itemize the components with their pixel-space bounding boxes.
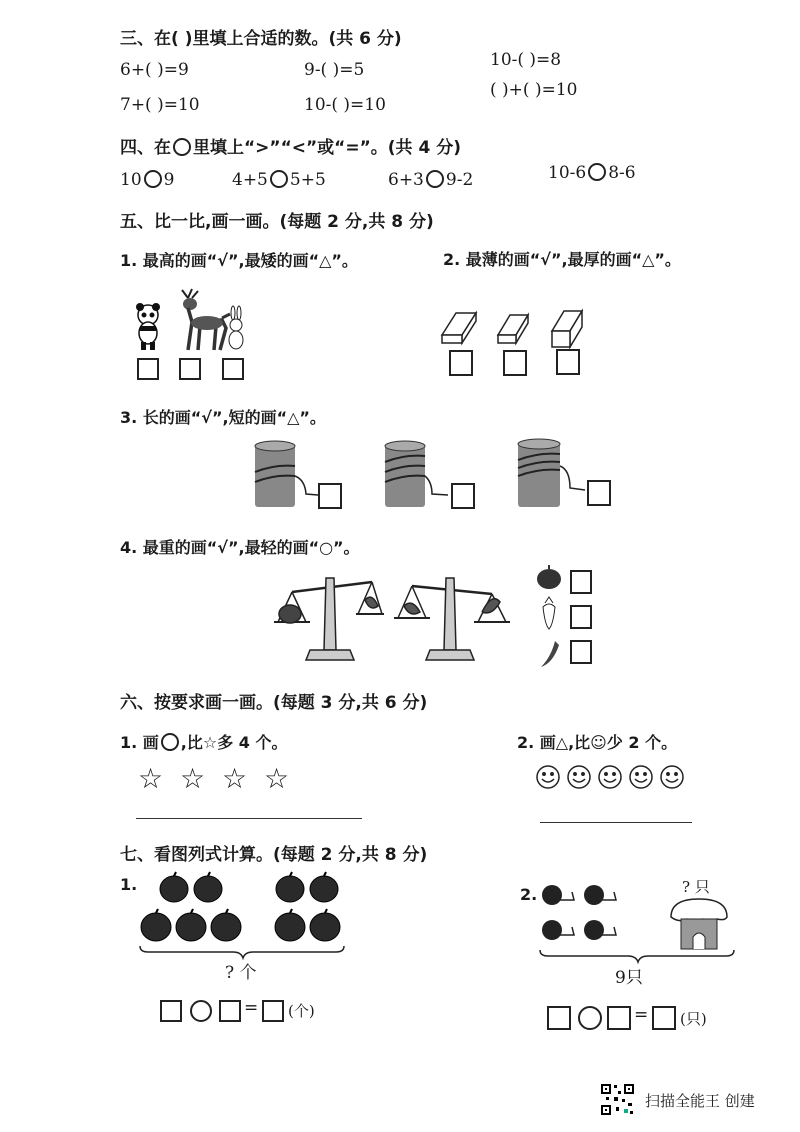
answer-box[interactable]	[219, 1000, 241, 1022]
smileys-row	[535, 764, 690, 792]
scale-icon	[394, 578, 510, 660]
answer-box[interactable]	[652, 1006, 676, 1030]
equation-item: ( )+( )=10	[490, 80, 578, 100]
spool-icon	[255, 441, 318, 507]
section3-title: 三、在( )里填上合适的数。(共 6 分)	[120, 29, 402, 49]
scanner-watermark-label: 扫描全能王 创建	[645, 1092, 755, 1110]
question-5-2: 2. 最薄的画“√”,最厚的画“△”。	[443, 250, 681, 269]
brace-icon	[538, 948, 738, 964]
star-icon: ☆	[138, 762, 168, 795]
unit-label: (只)	[680, 1010, 707, 1028]
pumpkin-icon	[211, 909, 241, 941]
compare-item: 10 9	[120, 170, 175, 190]
equation-item: 6+( )=9	[120, 60, 189, 80]
answer-box[interactable]	[607, 1006, 631, 1030]
question-7-1-number: 1.	[120, 875, 138, 894]
pumpkin-icon	[275, 909, 305, 941]
pumpkin-icon	[194, 872, 222, 902]
answer-box[interactable]	[547, 1006, 571, 1030]
smiley-icon: ☺	[590, 733, 607, 752]
star-icon: ☆	[180, 762, 210, 795]
smiley-icon	[661, 766, 683, 788]
question-6-1: 1. 画 ,比☆多 4 个。	[120, 733, 288, 752]
operator-circle[interactable]	[190, 1000, 212, 1022]
answer-box[interactable]	[570, 640, 592, 664]
block-icon	[442, 311, 582, 347]
equation-item: 10-( )=10	[304, 95, 386, 115]
star-icon: ☆	[264, 762, 294, 795]
star-icon: ☆	[222, 762, 252, 795]
pumpkin-icon	[310, 909, 340, 941]
pumpkin-icon	[141, 909, 171, 941]
equals-sign: =	[244, 998, 259, 1018]
answer-box[interactable]	[451, 483, 475, 509]
circle-icon	[161, 733, 179, 751]
equals-sign: =	[634, 1005, 649, 1025]
scales-illustration	[270, 572, 520, 667]
equation-item: 7+( )=10	[120, 95, 200, 115]
deer-icon	[182, 289, 230, 350]
star-icon: ☆	[202, 733, 218, 752]
total-label: ? 个	[225, 963, 257, 983]
answer-box[interactable]	[318, 483, 342, 509]
unit-label: (个)	[288, 1002, 315, 1020]
question-5-3: 3. 长的画“√”,短的画“△”。	[120, 408, 326, 427]
pumpkin-icon	[310, 872, 338, 902]
answer-line[interactable]	[540, 822, 692, 823]
snail-icon	[584, 920, 616, 940]
produce-illustration	[535, 567, 565, 672]
qr-code-icon	[600, 1083, 636, 1117]
answer-box[interactable]	[179, 358, 201, 380]
section7-title: 七、看图列式计算。(每题 2 分,共 8 分)	[120, 845, 428, 865]
radish-icon	[543, 604, 555, 629]
snail-icon	[584, 885, 616, 905]
spool-icon	[385, 441, 448, 507]
answer-box[interactable]	[222, 358, 244, 380]
compare-circle[interactable]	[144, 170, 162, 188]
answer-box[interactable]	[570, 605, 592, 629]
compare-item: 4+5 5+5	[232, 170, 326, 190]
snail-icon	[542, 885, 574, 905]
spools-illustration	[250, 440, 620, 515]
smiley-icon	[537, 766, 559, 788]
question-5-4: 4. 最重的画“√”,最轻的画“○”。	[120, 538, 360, 557]
answer-box[interactable]	[262, 1000, 284, 1022]
circle-icon	[173, 138, 191, 156]
animals-illustration	[130, 288, 260, 353]
pumpkin-icon	[537, 569, 561, 589]
section5-title: 五、比一比,画一画。(每题 2 分,共 8 分)	[120, 212, 434, 232]
answer-box[interactable]	[503, 350, 527, 376]
answer-box[interactable]	[587, 480, 611, 506]
section6-title: 六、按要求画一画。(每题 3 分,共 6 分)	[120, 693, 428, 713]
answer-line[interactable]	[136, 818, 362, 819]
question-mark-label: ? 只	[682, 878, 710, 896]
smiley-icon	[568, 766, 590, 788]
smiley-icon	[599, 766, 621, 788]
total-label: 9只	[615, 968, 643, 988]
equation-item: 9-( )=5	[304, 60, 365, 80]
snails-illustration	[538, 882, 618, 948]
pumpkin-icon	[160, 872, 188, 902]
question-7-2-number: 2.	[520, 885, 538, 904]
pumpkin-icon	[276, 872, 304, 902]
compare-item: 6+3 9-2	[388, 170, 474, 190]
question-5-1: 1. 最高的画“√”,最矮的画“△”。	[120, 251, 358, 270]
compare-circle[interactable]	[588, 163, 606, 181]
question-6-2: 2. 画△,比☺少 2 个。	[517, 733, 678, 752]
compare-item: 10-6 8-6	[548, 163, 636, 183]
blocks-illustration	[440, 305, 590, 350]
compare-circle[interactable]	[270, 170, 288, 188]
answer-box[interactable]	[160, 1000, 182, 1022]
stars-row	[138, 762, 293, 795]
answer-box[interactable]	[449, 350, 473, 376]
equation-item: 10-( )=8	[490, 50, 562, 70]
answer-box[interactable]	[570, 570, 592, 594]
answer-box[interactable]	[137, 358, 159, 380]
panda-icon	[136, 303, 160, 350]
compare-circle[interactable]	[426, 170, 444, 188]
answer-box[interactable]	[556, 349, 580, 375]
smiley-icon	[630, 766, 652, 788]
rabbit-icon	[229, 306, 243, 349]
snail-icon	[542, 920, 574, 940]
pumpkins-illustration	[138, 872, 348, 952]
house-icon	[667, 895, 731, 953]
pepper-icon	[541, 641, 559, 667]
pumpkin-icon	[176, 909, 206, 941]
scale-icon	[274, 578, 384, 660]
spool-icon	[518, 439, 585, 507]
section4-title: 四、在 里填上“>”“<”或“=”。(共 4 分)	[120, 138, 461, 158]
operator-circle[interactable]	[578, 1006, 602, 1030]
